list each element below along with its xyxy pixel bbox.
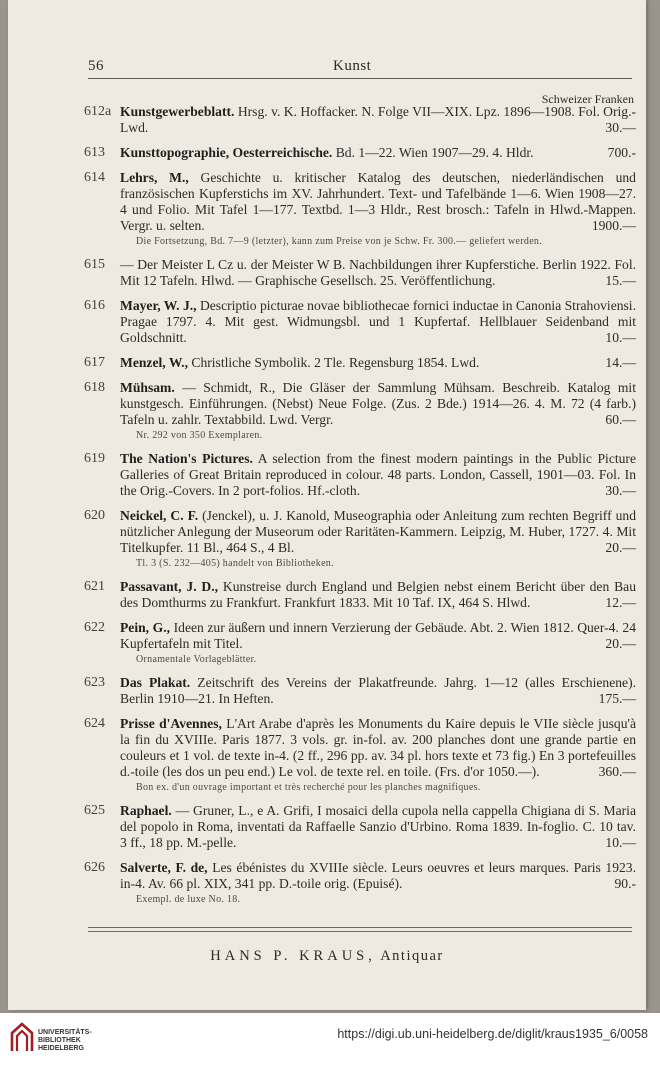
catalog-entry [84, 803, 636, 851]
entry-number: 614 [84, 170, 105, 185]
entry-price: 12.— [605, 595, 636, 610]
entry-price: 14.— [605, 355, 636, 370]
viewer-bar [0, 1013, 660, 1067]
catalog-entry [84, 145, 636, 161]
catalog-entry [84, 451, 636, 499]
catalog-entry [84, 170, 636, 248]
entry-price: 20.— [605, 540, 636, 555]
catalog-entry [84, 675, 636, 707]
entry-price: 700.- [607, 145, 636, 160]
library-name[interactable]: UNIVERSITÄTS- BIBLIOTHEK HEIDELBERG [38, 1029, 92, 1052]
entry-author: Mayer, W. J., [120, 298, 197, 313]
entry-text: Descriptio picturae novae bibliothecae fornici inductae in Canonia Strahoviensi. Pragae 1797. 4. Mit gest. Widmungsbl. und 1 Kupfertaf. Hellblauer Seidenband mit Goldschnitt. [120, 298, 636, 345]
entry-price: 360.— [598, 764, 636, 779]
entry-author: Kunstgewerbeblatt. [120, 104, 235, 119]
entry-body [120, 860, 636, 906]
catalog-entry [84, 257, 636, 289]
entry-text: — Der Meister L Cz u. der Meister W B. Nachbildungen ihrer Kupferstiche. Berlin 1922. Fol. Mit 12 Tafeln. Hlwd. — Graphische Gesellsch. 25. Veröffentlichung. [120, 257, 636, 288]
entry-author: Mühsam. [120, 380, 175, 395]
entry-number: 616 [84, 298, 105, 313]
entry-price: 10.— [605, 330, 636, 345]
entry-number: 626 [84, 860, 105, 875]
entry-note: Nr. 292 von 350 Exemplaren. [136, 430, 263, 441]
entry-body [120, 298, 636, 346]
catalog-entry [84, 579, 636, 611]
entry-price: 15.— [605, 273, 636, 288]
entry-text: A selection from the finest modern paintings in the Public Picture Galleries of Great Britain reproduced in colour. 48 parts. London, Cassell, 1901—03. Fol. In the Orig.-Covers. In 2 port-folios. Hf.-cloth. [120, 451, 636, 498]
entry-text: Zeitschrift des Vereins der Plakatfreunde. Jahrg. 1—12 (alles Erschienene). Berlin 1910—21. In Heften. [120, 675, 636, 706]
entry-body [120, 803, 636, 851]
catalog-entry [84, 380, 636, 442]
entry-number: 613 [84, 145, 105, 160]
entry-author: Neickel, C. F. [120, 508, 199, 523]
entry-price: 90.- [614, 876, 636, 891]
entry-price: 10.— [605, 835, 636, 850]
entry-price: 20.— [605, 636, 636, 651]
footer-name: HANS P. KRAUS, [210, 948, 376, 964]
entry-body [120, 380, 636, 442]
entry-text: L'Art Arabe d'après les Monuments du Kaire depuis le VIIe siècle jusqu'à la fin du XVIIIe. Paris 1877. 3 vols. gr. in-fol. av. 200 planches dont une grande partie en couleurs et 1 vol. de texte in-4. (2 ff., 296 pp. av. 34 pl. hors texte et 73 fig.) En 3 portefeuilles d.-toile (les dos un peu end.) Le vol. de texte rel. en toile. (Frs. d'or 1050.—). [120, 716, 636, 779]
catalog-entries [84, 104, 636, 915]
catalog-entry [84, 716, 636, 794]
entry-number: 622 [84, 620, 105, 635]
currency-note: Schweizer Franken [541, 92, 634, 106]
footer-rule [88, 931, 632, 932]
entry-text: Christliche Symbolik. 2 Tle. Regensburg 1854. Lwd. [191, 355, 480, 370]
entry-author: Pein, G., [120, 620, 171, 635]
entry-author: Raphael. [120, 803, 172, 818]
entry-number: 617 [84, 355, 105, 370]
entry-body [120, 508, 636, 570]
entry-author: Menzel, W., [120, 355, 188, 370]
entry-body [120, 145, 636, 161]
catalog-entry [84, 508, 636, 570]
footer-rule [88, 927, 632, 928]
entry-body [120, 716, 636, 794]
entry-author: Das Plakat. [120, 675, 191, 690]
entry-body [120, 620, 636, 666]
entry-price: 1900.— [591, 218, 636, 233]
page-title: Kunst [333, 58, 372, 74]
page-url[interactable]: https://digi.ub.uni-heidelberg.de/diglit/kraus1935_6/0058 [337, 1027, 648, 1041]
catalog-entry [84, 355, 636, 371]
page-number: 56 [88, 58, 104, 74]
entry-body [120, 579, 636, 611]
entry-body [120, 257, 636, 289]
catalog-entry [84, 620, 636, 666]
catalog-entry [84, 860, 636, 906]
entry-author: Prisse d'Avennes, [120, 716, 222, 731]
entry-author: Salverte, F. de, [120, 860, 208, 875]
footer [8, 948, 646, 965]
entry-price: 60.— [605, 412, 636, 427]
entry-price: 30.— [605, 483, 636, 498]
entry-author: Passavant, J. D., [120, 579, 219, 594]
entry-body [120, 170, 636, 248]
entry-text: Geschichte u. kritischer Katalog des deutschen, niederländischen und französischen Kupferstichs im XV. Jahrhundert. Text- und Tafelbände 1—6. Wien 1908—27. 4 und Folio. Mit Tafel 1—177. Textbd. 1—3 Hldr., Rest brosch.: Tafeln in Hlwd.-Mappen. Vergr. u. selten. [120, 170, 636, 233]
entry-text: Kunstreise durch England und Belgien nebst einem Bericht über den Bau des Domthurms zu Frankfurt. Frankfurt 1833. Mit 10 Taf. IX, 464 S. Hlwd. [120, 579, 636, 610]
entry-number: 615 [84, 257, 105, 272]
entry-number: 612a [84, 104, 112, 119]
library-seal-icon[interactable] [10, 1021, 34, 1053]
entry-number: 618 [84, 380, 105, 395]
catalog-entry [84, 298, 636, 346]
entry-number: 625 [84, 803, 105, 818]
entry-text: Les ébénistes du XVIIIe siècle. Leurs oeuvres et leurs marques. Paris 1923. in-4. Av. 66 pl. XIX, 341 pp. D.-toile orig. (Epuisé). [120, 860, 636, 891]
entry-price: 175.— [598, 691, 636, 706]
entry-note: Exempl. de luxe No. 18. [136, 894, 241, 905]
entry-note: Ornamentale Vorlageblätter. [136, 654, 257, 665]
entry-author: Kunsttopographie, Oesterreichische. [120, 145, 333, 160]
entry-text: Hrsg. v. K. Hoffacker. N. Folge VII—XIX. Lpz. 1896—1908. Fol. Orig.-Lwd. [120, 104, 636, 135]
entry-note: Bon ex. d'un ouvrage important et très recherché pour les planches magnifiques. [136, 782, 481, 793]
entry-body [120, 355, 636, 371]
entry-note: Tl. 3 (S. 232—405) handelt von Bibliotheken. [136, 558, 334, 569]
entry-author: The Nation's Pictures. [120, 451, 253, 466]
entry-text: (Jenckel), u. J. Kanold, Museographia oder Anleitung zum rechten Begriff und nützlicher Anlegung der Museorum oder Raritäten-Kammern. Leipzig, M. Huber, 1727. 4. Mit Titelkupfer. 11 Bl., 464 S., 4 Bl. [120, 508, 636, 555]
entry-text: Ideen zur äußern und innern Verzierung der Gebäude. Abt. 2. Wien 1812. Quer-4. 24 Kupfertafeln mit Titel. [120, 620, 636, 651]
entry-number: 624 [84, 716, 105, 731]
entry-body [120, 451, 636, 499]
entry-text: — Schmidt, R., Die Gläser der Sammlung Mühsam. Beschreib. Katalog mit kunstgesch. Einführungen. (Nebst) Neue Folge. (Zus. 2 Bde.) 1914—26. 4. M. 72 (4 farb.) Tafeln u. zahlr. Textabbild. Lwd. Vergr. [120, 380, 636, 427]
entry-body [120, 675, 636, 707]
entry-note: Die Fortsetzung, Bd. 7—9 (letzter), kann zum Preise von je Schw. Fr. 300.— geliefert werden. [136, 236, 543, 247]
entry-number: 621 [84, 579, 105, 594]
entry-number: 623 [84, 675, 105, 690]
entry-text: — Gruner, L., e A. Grifi, I mosaici della cupola nella cappella Chigiana di S. Maria del popolo in Roma, inventati da Raffaelle Sanzio d'Urbino. Roma 1839. In-foglio. C. 10 tav. 3 ff., 18 pp. M.-pelle. [120, 803, 636, 850]
entry-text: Bd. 1—22. Wien 1907—29. 4. Hldr. [335, 145, 534, 160]
entry-body [120, 104, 636, 136]
catalog-page [8, 0, 646, 1010]
entry-number: 620 [84, 508, 105, 523]
entry-number: 619 [84, 451, 105, 466]
header-rule [88, 78, 632, 79]
entry-price: 30.— [605, 120, 636, 135]
footer-suffix: Antiquar [380, 948, 444, 964]
entry-author: Lehrs, M., [120, 170, 189, 185]
catalog-entry [84, 104, 636, 136]
